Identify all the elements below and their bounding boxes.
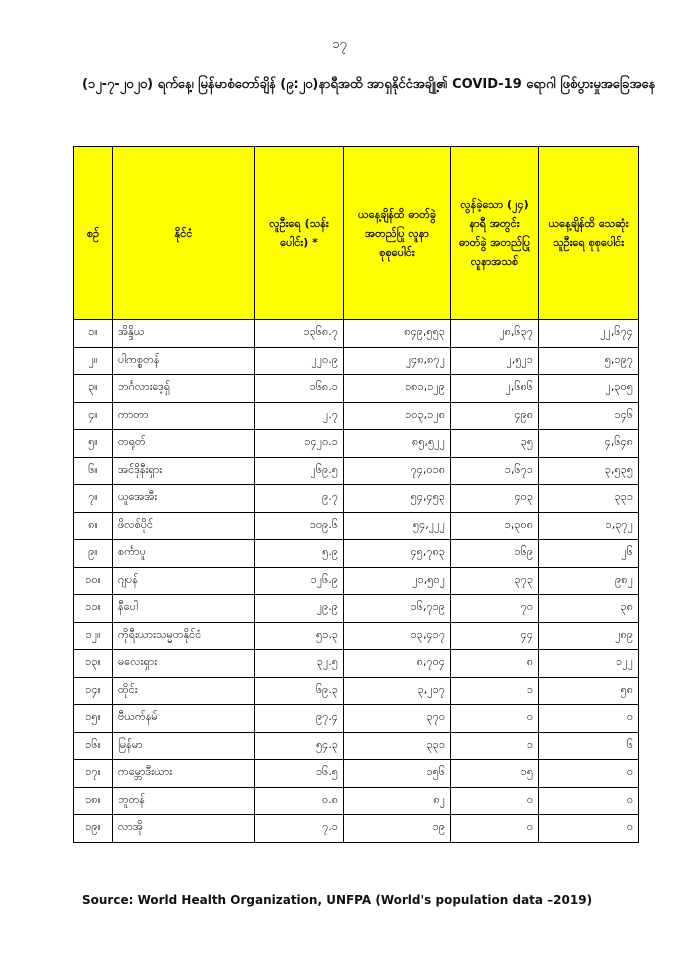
row-total-deaths: ၁၂၂	[539, 650, 639, 678]
row-serial: ၁၇။	[74, 760, 113, 788]
row-country: လာအို	[113, 815, 255, 843]
row-serial: ၁။	[74, 320, 113, 348]
row-total-confirmed: ၁၉	[344, 815, 451, 843]
row-serial: ၆။	[74, 457, 113, 485]
row-total-deaths: ၂၂,၆၇၄	[539, 320, 639, 348]
header-country: နိုင်ငံ	[113, 147, 255, 320]
row-country: စင်္ကာပူ	[113, 540, 255, 568]
row-population: ၉၇.၄	[255, 705, 344, 733]
row-total-confirmed: ၃,၂၁၇	[344, 677, 451, 705]
row-country: ကိုရီးယားသမ္မတနိုင်ငံ	[113, 622, 255, 650]
header-new-cases-24h: လွန်ခဲ့သော (၂၄) နာရီ အတွင်း ဓာတ်ခွဲ အတည်ပြု လူနာအသစ်	[451, 147, 539, 320]
table-row	[74, 595, 639, 623]
row-new-cases: ၄၀၃	[451, 485, 539, 513]
page-number: ၁၇	[332, 37, 347, 52]
row-new-cases: ၃၇၃	[451, 567, 539, 595]
row-population: ၁၆၈.၁	[255, 375, 344, 403]
row-total-confirmed: ၂၄၈,၈၇၂	[344, 347, 451, 375]
table-row	[74, 787, 639, 815]
row-total-deaths: ၂၆	[539, 540, 639, 568]
row-new-cases: ၂,၆၈၆	[451, 375, 539, 403]
row-population: ၅၁.၃	[255, 622, 344, 650]
header-total-confirmed: ယနေ့ချိန်ထိ ဓာတ်ခွဲအတည်ပြု လူနာစုစုပေါင်း	[344, 147, 451, 320]
row-total-deaths: ၆	[539, 732, 639, 760]
row-new-cases: ၀	[451, 705, 539, 733]
row-total-deaths: ၉၈၂	[539, 567, 639, 595]
row-new-cases: ၂,၅၂၁	[451, 347, 539, 375]
row-serial: ၁၁။	[74, 595, 113, 623]
row-population: ၂၉.၉	[255, 595, 344, 623]
row-population: ၂၆၉.၅	[255, 457, 344, 485]
row-total-deaths: ၄,၆၄၈	[539, 430, 639, 458]
header-population: လူဦးရေ (သန်းပေါင်း) *	[255, 147, 344, 320]
row-total-deaths: ၁၄၆	[539, 402, 639, 430]
row-serial: ၈။	[74, 512, 113, 540]
covid-cases-table	[73, 146, 639, 843]
row-serial: ၂။	[74, 347, 113, 375]
row-total-confirmed: ၁၃,၄၁၇	[344, 622, 451, 650]
row-serial: ၁၆။	[74, 732, 113, 760]
row-country: နီပေါ	[113, 595, 255, 623]
row-population: ၃၂.၅	[255, 650, 344, 678]
row-population: ၅.၉	[255, 540, 344, 568]
table-row	[74, 485, 639, 513]
row-new-cases: ၀	[451, 787, 539, 815]
row-population: ၀.၈	[255, 787, 344, 815]
row-total-deaths: ၃,၅၃၅	[539, 457, 639, 485]
header-serial: စဉ်	[74, 147, 113, 320]
row-new-cases: ၂၈,၆၃၇	[451, 320, 539, 348]
row-population: ၁၀၉.၆	[255, 512, 344, 540]
row-population: ၁၆.၅	[255, 760, 344, 788]
row-country: အိန္ဒိယ	[113, 320, 255, 348]
row-new-cases: ၁	[451, 677, 539, 705]
row-population: ၂၂၀.၉	[255, 347, 344, 375]
page-title: (၁၂-၇-၂၀၂၀) ရက်နေ့၊ မြန်မာစံတော်ချိန် (၉:၂၀)နာရီအထိ အာရှနိုင်ငံအချို့၏ COVID-19 ရောဂါ ဖြစ်ပွားမှုအခြေအနေ	[82, 77, 656, 92]
row-total-confirmed: ၁၀၃,၁၂၈	[344, 402, 451, 430]
table-header-row	[74, 147, 639, 320]
row-population: ၉.၇	[255, 485, 344, 513]
row-serial: ၃။	[74, 375, 113, 403]
row-total-confirmed: ၁၆,၇၁၉	[344, 595, 451, 623]
row-serial: ၁၂။	[74, 622, 113, 650]
row-total-confirmed: ၁၈၁,၁၂၉	[344, 375, 451, 403]
table-row	[74, 402, 639, 430]
row-total-deaths: ၃၈	[539, 595, 639, 623]
row-population: ၁၂၆.၉	[255, 567, 344, 595]
table-row	[74, 677, 639, 705]
row-total-confirmed: ၇၄,၀၁၈	[344, 457, 451, 485]
row-serial: ၅။	[74, 430, 113, 458]
row-total-deaths: ၂,၃၀၅	[539, 375, 639, 403]
row-total-deaths: ၅၈	[539, 677, 639, 705]
row-total-confirmed: ၈၂	[344, 787, 451, 815]
row-total-deaths: ၀	[539, 760, 639, 788]
row-total-deaths: ၀	[539, 705, 639, 733]
table-row	[74, 457, 639, 485]
row-serial: ၁၀။	[74, 567, 113, 595]
row-total-confirmed: ၈၄၉,၅၅၃	[344, 320, 451, 348]
table-row	[74, 540, 639, 568]
row-population: ၁၄၂၀.၁	[255, 430, 344, 458]
row-total-confirmed: ၄၅,၇၈၃	[344, 540, 451, 568]
row-total-deaths: ၀	[539, 815, 639, 843]
row-new-cases: ၁	[451, 732, 539, 760]
row-serial: ၉။	[74, 540, 113, 568]
row-serial: ၇။	[74, 485, 113, 513]
row-country: မြန်မာ	[113, 732, 255, 760]
row-new-cases: ၄၄	[451, 622, 539, 650]
row-new-cases: ၁,၃၀၈	[451, 512, 539, 540]
row-country: ဖိလစ်ပိုင်	[113, 512, 255, 540]
row-population: ၇.၁	[255, 815, 344, 843]
row-population: ၂.၇	[255, 402, 344, 430]
table-row	[74, 732, 639, 760]
row-total-confirmed: ၅၄,၄၅၃	[344, 485, 451, 513]
row-new-cases: ၁,၆၇၁	[451, 457, 539, 485]
table-row	[74, 512, 639, 540]
row-serial: ၁၉။	[74, 815, 113, 843]
row-country: ယူအေအီး	[113, 485, 255, 513]
row-new-cases: ၁၆၉	[451, 540, 539, 568]
row-country: ဘူတန်	[113, 787, 255, 815]
row-total-confirmed: ၈၅,၅၂၂	[344, 430, 451, 458]
row-serial: ၁၄။	[74, 677, 113, 705]
table-row	[74, 430, 639, 458]
row-new-cases: ၁၅	[451, 760, 539, 788]
row-country: ဗီယက်နမ်	[113, 705, 255, 733]
row-total-deaths: ၂၈၉	[539, 622, 639, 650]
row-country: ထိုင်း	[113, 677, 255, 705]
row-new-cases: ၃၅	[451, 430, 539, 458]
row-country: ဂျပန်	[113, 567, 255, 595]
row-country: ဘင်္ဂလားဒေ့ရှ်	[113, 375, 255, 403]
row-new-cases: ၇၀	[451, 595, 539, 623]
row-country: တရုတ်	[113, 430, 255, 458]
row-population: ၆၉.၃	[255, 677, 344, 705]
row-country: ကာတာ	[113, 402, 255, 430]
source-note: Source: World Health Organization, UNFPA (World's population data –2019)	[82, 893, 593, 907]
row-country: ကမ္ဘောဒီးယား	[113, 760, 255, 788]
table-row	[74, 567, 639, 595]
table-row	[74, 375, 639, 403]
row-total-confirmed: ၈,၇၀၄	[344, 650, 451, 678]
row-total-confirmed: ၃၃၁	[344, 732, 451, 760]
table-row	[74, 760, 639, 788]
row-serial: ၁၅။	[74, 705, 113, 733]
row-total-confirmed: ၅၄,၂၂၂	[344, 512, 451, 540]
row-serial: ၄။	[74, 402, 113, 430]
row-country: မလေးရှား	[113, 650, 255, 678]
table-row	[74, 320, 639, 348]
table-row	[74, 347, 639, 375]
row-serial: ၁၈။	[74, 787, 113, 815]
row-country: ပါကစ္စတန်	[113, 347, 255, 375]
row-total-deaths: ၀	[539, 787, 639, 815]
row-total-deaths: ၁,၃၇၂	[539, 512, 639, 540]
row-serial: ၁၃။	[74, 650, 113, 678]
row-new-cases: ၈	[451, 650, 539, 678]
row-total-deaths: ၅,၁၉၇	[539, 347, 639, 375]
row-population: ၅၄.၃	[255, 732, 344, 760]
row-new-cases: ၀	[451, 815, 539, 843]
table-row	[74, 815, 639, 843]
row-total-confirmed: ၁၅၆	[344, 760, 451, 788]
row-population: ၁၃၆၈.၇	[255, 320, 344, 348]
table-row	[74, 705, 639, 733]
row-country: အင်ဒိုနီးရှား	[113, 457, 255, 485]
row-total-deaths: ၃၃၁	[539, 485, 639, 513]
header-total-deaths: ယနေ့ချိန်ထိ သေဆုံးသူဦးရေ စုစုပေါင်း	[539, 147, 639, 320]
row-total-confirmed: ၂၁,၅၀၂	[344, 567, 451, 595]
table-row	[74, 622, 639, 650]
row-new-cases: ၄၉၈	[451, 402, 539, 430]
table-row	[74, 650, 639, 678]
row-total-confirmed: ၃၇၀	[344, 705, 451, 733]
